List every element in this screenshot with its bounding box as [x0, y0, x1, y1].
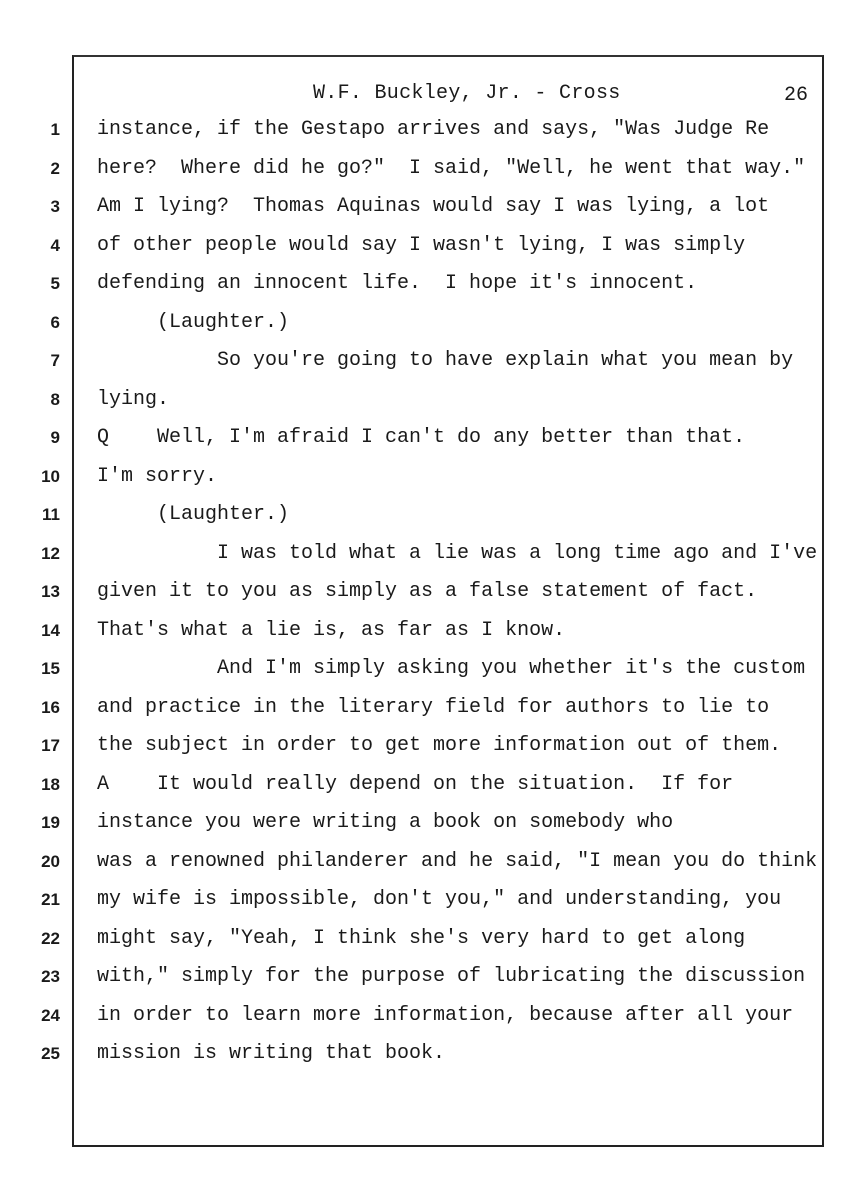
transcript-line: [0, 1004, 860, 1042]
line-number: 14: [41, 620, 60, 640]
transcript-line: [0, 195, 860, 233]
transcript-line: [0, 1042, 860, 1080]
transcript-line: [0, 465, 860, 503]
line-number: 18: [41, 774, 60, 794]
line-text: Q Well, I'm afraid I can't do any better than that.: [97, 426, 746, 449]
line-text: and practice in the literary field for authors to lie to: [97, 695, 770, 719]
line-number: 24: [41, 1005, 60, 1025]
line-text: I'm sorry.: [97, 464, 218, 488]
line-text: A It would really depend on the situation. If for: [97, 772, 734, 796]
line-number: 17: [41, 736, 60, 755]
line-text: given it to you as simply as a false statement of fact.: [97, 580, 758, 603]
line-number: 10: [41, 466, 60, 486]
line-number: 3: [50, 197, 60, 216]
line-number: 16: [41, 697, 60, 717]
line-number: 19: [41, 813, 60, 832]
transcript-line: [0, 388, 860, 426]
line-text: (Laughter.): [97, 310, 290, 334]
transcript-line: [0, 657, 860, 695]
transcript-line: [0, 503, 860, 541]
transcript-line: [0, 811, 860, 849]
line-number: 21: [41, 890, 60, 909]
transcript-line: [0, 426, 860, 464]
transcript-line: [0, 542, 860, 580]
line-number: 25: [41, 1044, 60, 1063]
transcript-line: [0, 965, 860, 1003]
transcript-line: [0, 349, 860, 387]
transcript-line: [0, 888, 860, 926]
line-number: 2: [50, 158, 60, 178]
transcript-line: [0, 157, 860, 195]
line-text: (Laughter.): [97, 503, 290, 526]
line-text: here? Where did he go?" I said, "Well, he went that way.": [97, 156, 806, 180]
line-number: 12: [41, 543, 60, 563]
transcript-line: [0, 619, 860, 657]
line-text: And I'm simply asking you whether it's the custom: [97, 657, 806, 680]
transcript-line: [0, 850, 860, 888]
line-text: So you're going to have explain what you mean by: [97, 349, 794, 372]
line-text: I was told what a lie was a long time ago and I've: [97, 541, 818, 565]
page-header-title: W.F. Buckley, Jr. - Cross: [313, 82, 621, 105]
line-number: 6: [50, 312, 60, 332]
transcript-line: [0, 696, 860, 734]
line-number: 1: [50, 120, 60, 139]
transcript-line: [0, 580, 860, 618]
transcript-line: [0, 234, 860, 272]
line-text: the subject in order to get more information out of them.: [97, 734, 782, 757]
line-text: defending an innocent life. I hope it's innocent.: [97, 272, 698, 295]
line-text: instance, if the Gestapo arrives and says, "Was Judge Re: [97, 118, 770, 141]
line-number: 8: [50, 389, 60, 409]
line-text: That's what a lie is, as far as I know.: [97, 618, 566, 642]
line-text: in order to learn more information, because after all your: [97, 1003, 794, 1027]
line-text: lying.: [97, 387, 170, 411]
transcript-line: [0, 272, 860, 310]
line-text: mission is writing that book.: [97, 1042, 446, 1065]
line-number: 7: [50, 351, 60, 370]
transcript-line: [0, 118, 860, 156]
line-number: 4: [50, 235, 60, 255]
transcript-line: [0, 773, 860, 811]
line-number: 23: [41, 967, 60, 986]
line-text: might say, "Yeah, I think she's very hard to get along: [97, 926, 746, 950]
line-text: of other people would say I wasn't lying, I was simply: [97, 233, 746, 257]
transcript-line: [0, 311, 860, 349]
line-text: was a renowned philanderer and he said, "I mean you do think: [97, 849, 818, 873]
line-number: 13: [41, 582, 60, 601]
line-number: 22: [41, 928, 60, 948]
line-number: 5: [50, 274, 60, 293]
line-text: my wife is impossible, don't you," and understanding, you: [97, 888, 782, 911]
line-number: 9: [50, 428, 60, 447]
line-text: with," simply for the purpose of lubricating the discussion: [97, 965, 806, 988]
line-text: instance you were writing a book on somebody who: [97, 811, 674, 834]
transcript-line: [0, 734, 860, 772]
line-number: 11: [42, 505, 60, 524]
line-text: Am I lying? Thomas Aquinas would say I was lying, a lot: [97, 195, 770, 218]
line-number: 15: [41, 659, 60, 678]
page-number: 26: [784, 84, 809, 107]
line-number: 20: [41, 851, 60, 871]
transcript-line: [0, 927, 860, 965]
